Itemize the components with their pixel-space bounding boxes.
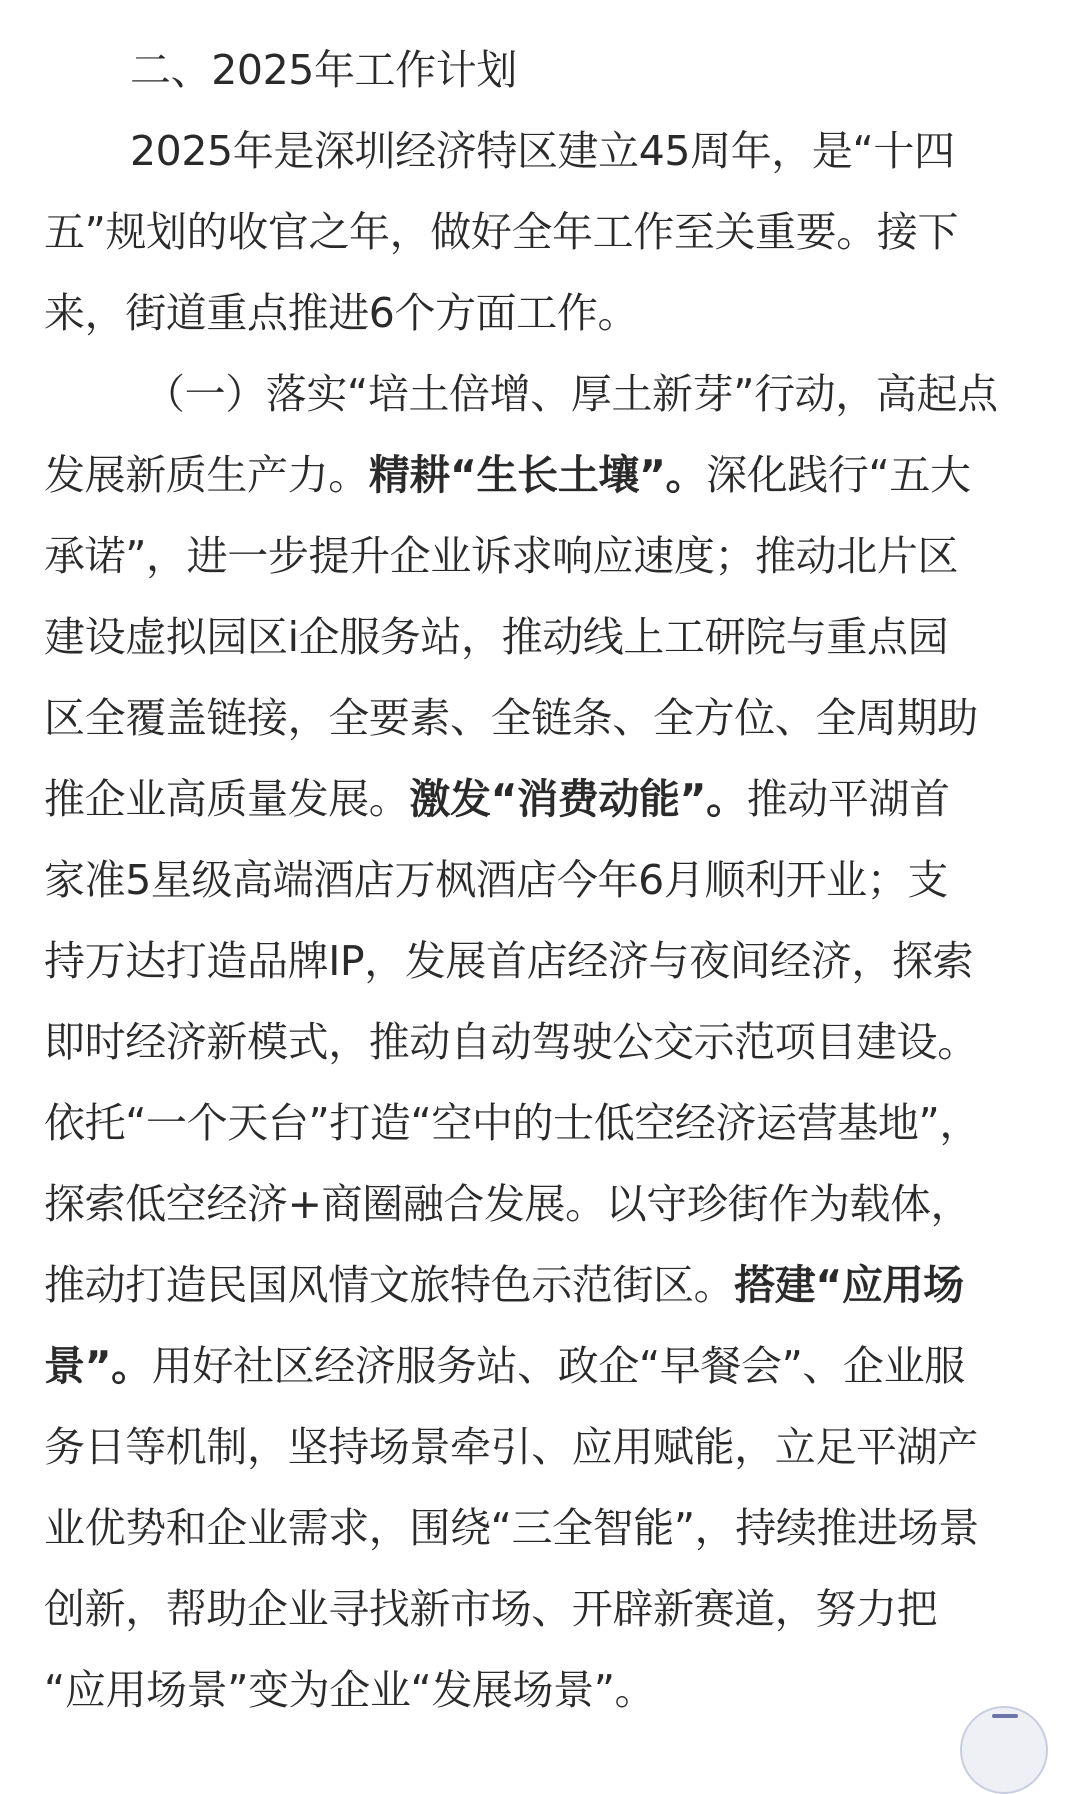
bold-keyword: 景”。: [44, 1342, 152, 1390]
text-segment: “应用场景”变为企业“发展场景”。: [44, 1666, 656, 1714]
text-line: [44, 516, 1039, 597]
text-segment: 持万达打造品牌IP，发展首店经济与夜间经济，探索: [44, 937, 974, 985]
text-segment: 推动平湖首: [746, 775, 950, 823]
text-segment: 即时经济新模式，推动自动驾驶公交示范项目建设。: [44, 1018, 978, 1066]
text-line: [44, 597, 1039, 678]
text-line: [44, 273, 1039, 354]
text-segment: 区全覆盖链接，全要素、全链条、全方位、全周期助: [44, 694, 978, 742]
text-segment: 发展新质生产力。: [44, 451, 369, 499]
text-segment: 创新，帮助企业寻找新市场、开辟新赛道，努力把: [44, 1585, 938, 1633]
scroll-to-top-button[interactable]: [960, 1706, 1048, 1794]
text-line: [44, 759, 1039, 840]
text-segment: 二、2025年工作计划: [130, 46, 517, 94]
section-heading: [44, 30, 1039, 111]
text-segment: 来，街道重点推进6个方面工作。: [44, 289, 639, 337]
text-line: [44, 435, 1039, 516]
bold-keyword: 激发“消费动能”。: [409, 775, 747, 823]
article-body: [44, 30, 1039, 1731]
text-segment: 用好社区经济服务站、政企“早餐会”、企业服: [151, 1342, 965, 1390]
text-line: [44, 678, 1039, 759]
text-line: [44, 1002, 1039, 1083]
text-line: [44, 1326, 1039, 1407]
text-line: [44, 840, 1039, 921]
bold-keyword: 精耕“生长土壤”。: [368, 451, 707, 499]
text-segment: 承诺”，进一步提升企业诉求响应速度；推动北片区: [44, 532, 959, 580]
text-line: [44, 921, 1039, 1002]
text-line: [44, 1083, 1039, 1164]
text-segment: 深化践行“五大: [706, 451, 971, 499]
text-segment: 推动打造民国风情文旅特色示范街区。: [44, 1261, 735, 1309]
text-segment: 务日等机制，坚持场景牵引、应用赋能，立足平湖产: [44, 1423, 978, 1471]
text-segment: 推企业高质量发展。: [44, 775, 410, 823]
text-segment: 建设虚拟园区i企服务站，推动线上工研院与重点园: [44, 613, 949, 661]
text-segment: 依托“一个天台”打造“空中的士低空经济运营基地”，: [44, 1099, 980, 1147]
text-line: [44, 1164, 1039, 1245]
text-segment: 探索低空经济+商圈融合发展。以守珍街作为载体，: [44, 1180, 972, 1228]
text-line: [44, 1569, 1039, 1650]
text-line: [44, 1650, 1039, 1731]
text-segment: （一）落实“培土倍增、厚土新芽”行动，高起点: [144, 370, 998, 418]
text-line: [44, 1245, 1039, 1326]
arrow-up-icon: [992, 1714, 1018, 1718]
text-line: [44, 354, 1039, 435]
text-line: [44, 192, 1039, 273]
text-line: [44, 1488, 1039, 1569]
text-line: [44, 1407, 1039, 1488]
text-segment: 五”规划的收官之年，做好全年工作至关重要。接下: [44, 208, 959, 256]
text-segment: 2025年是深圳经济特区建立45周年，是“十四: [130, 127, 955, 175]
bold-keyword: 搭建“应用场: [734, 1261, 964, 1309]
text-segment: 业优势和企业需求，围绕“三全智能”，持续推进场景: [44, 1504, 979, 1552]
text-segment: 家准5星级高端酒店万枫酒店今年6月顺利开业；支: [44, 856, 948, 904]
text-line: [44, 111, 1039, 192]
